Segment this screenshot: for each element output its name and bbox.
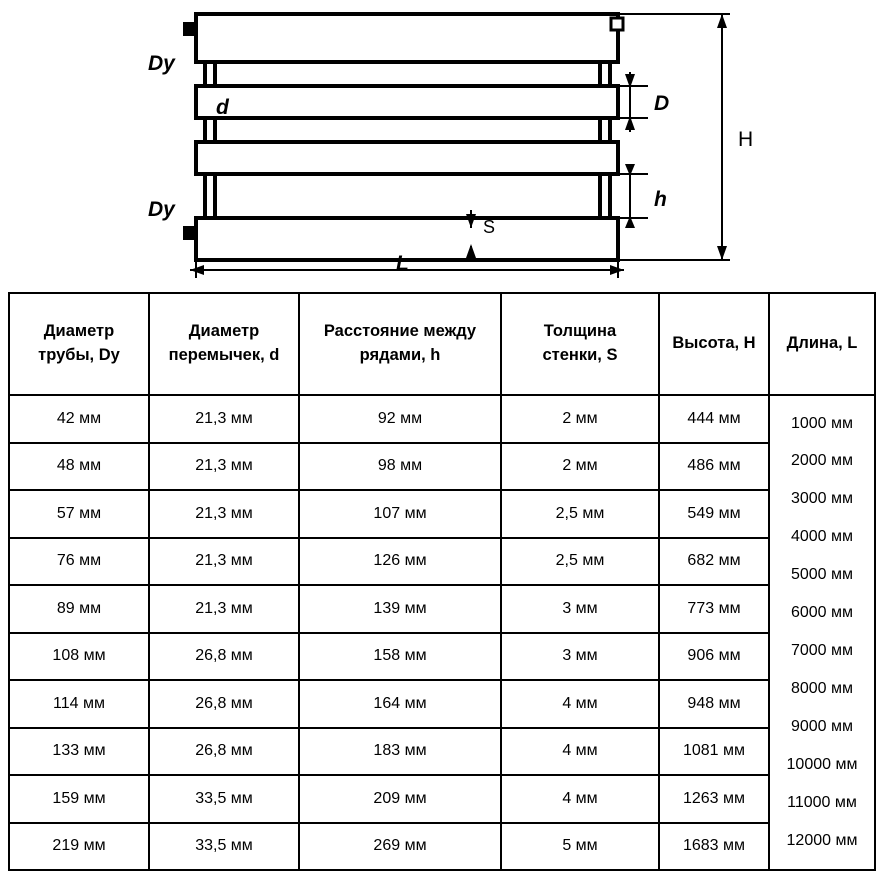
header-row-spacing <box>299 293 501 395</box>
cell-height: 549 мм <box>659 490 769 538</box>
cell-pipe-diameter: 42 мм <box>9 395 149 443</box>
dimension-D <box>618 72 648 132</box>
length-item: 4000 мм <box>790 528 854 546</box>
header-line: стенки, S <box>542 346 618 364</box>
header-line: Длина, L <box>786 334 858 353</box>
cell-jumper-diameter: 21,3 мм <box>149 538 299 586</box>
length-item: 3000 мм <box>790 490 854 508</box>
header-length <box>769 293 875 395</box>
cell-wall-thickness: 2 мм <box>501 395 659 443</box>
table-row <box>9 633 875 681</box>
length-item: 10000 мм <box>786 755 858 773</box>
length-list <box>772 405 872 860</box>
length-item: 12000 мм <box>786 831 858 849</box>
table-row <box>9 538 875 586</box>
cell-pipe-diameter: 219 мм <box>9 823 149 871</box>
cell-height: 1081 мм <box>659 728 769 776</box>
header-line: Высота, H <box>672 334 756 353</box>
pipe-row-3 <box>196 142 618 174</box>
cell-pipe-diameter: 57 мм <box>9 490 149 538</box>
header-line: перемычек, d <box>168 346 280 364</box>
cell-row-spacing: 107 мм <box>299 490 501 538</box>
table-row <box>9 728 875 776</box>
cell-wall-thickness: 2,5 мм <box>501 538 659 586</box>
cell-wall-thickness: 4 мм <box>501 728 659 776</box>
header-wall-thickness <box>501 293 659 395</box>
header-pipe-diameter <box>9 293 149 395</box>
header-height <box>659 293 769 395</box>
cell-row-spacing: 164 мм <box>299 680 501 728</box>
cell-height: 773 мм <box>659 585 769 633</box>
cell-jumper-diameter: 21,3 мм <box>149 443 299 491</box>
cell-row-spacing: 126 мм <box>299 538 501 586</box>
cell-jumper-diameter: 33,5 мм <box>149 775 299 823</box>
cell-pipe-diameter: 108 мм <box>9 633 149 681</box>
cell-height: 948 мм <box>659 680 769 728</box>
cell-height: 906 мм <box>659 633 769 681</box>
cell-pipe-diameter: 133 мм <box>9 728 149 776</box>
cell-jumper-diameter: 33,5 мм <box>149 823 299 871</box>
table-row <box>9 395 875 443</box>
header-line: рядами, h <box>359 346 441 364</box>
table-row <box>9 443 875 491</box>
dimension-H <box>618 14 730 260</box>
spec-table-container <box>8 292 874 871</box>
cell-height: 486 мм <box>659 443 769 491</box>
cell-jumper-diameter: 21,3 мм <box>149 490 299 538</box>
cell-pipe-diameter: 159 мм <box>9 775 149 823</box>
label-dy-bottom: Dy <box>148 198 175 221</box>
header-line: трубы, Dy <box>38 346 120 364</box>
cell-wall-thickness: 5 мм <box>501 823 659 871</box>
header-line: Расстояние между <box>323 322 477 341</box>
cell-jumper-diameter: 26,8 мм <box>149 680 299 728</box>
label-S: S <box>483 217 496 237</box>
dimension-h <box>618 164 648 228</box>
cell-row-spacing: 209 мм <box>299 775 501 823</box>
label-d: d <box>216 96 229 119</box>
length-item: 6000 мм <box>790 604 854 622</box>
cell-pipe-diameter: 76 мм <box>9 538 149 586</box>
label-D: D <box>654 92 670 115</box>
cell-wall-thickness: 2 мм <box>501 443 659 491</box>
table-row <box>9 775 875 823</box>
cell-wall-thickness: 4 мм <box>501 775 659 823</box>
pipe-row-2 <box>196 86 618 118</box>
cell-row-spacing: 269 мм <box>299 823 501 871</box>
cell-row-spacing: 139 мм <box>299 585 501 633</box>
table-header-row <box>9 293 875 395</box>
cell-row-spacing: 92 мм <box>299 395 501 443</box>
pipe-row-1 <box>183 14 623 62</box>
cell-pipe-diameter: 89 мм <box>9 585 149 633</box>
table-row <box>9 585 875 633</box>
cell-pipe-diameter: 48 мм <box>9 443 149 491</box>
cell-row-spacing: 98 мм <box>299 443 501 491</box>
cell-height: 444 мм <box>659 395 769 443</box>
cell-wall-thickness: 4 мм <box>501 680 659 728</box>
cell-wall-thickness: 3 мм <box>501 585 659 633</box>
table-row <box>9 823 875 871</box>
cell-jumper-diameter: 21,3 мм <box>149 585 299 633</box>
table-row <box>9 490 875 538</box>
header-jumper-diameter <box>149 293 299 395</box>
cell-height: 682 мм <box>659 538 769 586</box>
length-item: 7000 мм <box>790 641 854 659</box>
header-line: Толщина <box>543 322 617 341</box>
cell-row-spacing: 158 мм <box>299 633 501 681</box>
length-item: 8000 мм <box>790 679 854 697</box>
label-dy-top: Dy <box>148 52 175 75</box>
cell-row-spacing: 183 мм <box>299 728 501 776</box>
label-h: h <box>654 188 667 211</box>
length-item: 2000 мм <box>790 452 854 470</box>
length-item: 1000 мм <box>790 414 854 432</box>
label-L: L <box>396 252 409 275</box>
label-H: H <box>738 128 754 151</box>
cell-wall-thickness: 2,5 мм <box>501 490 659 538</box>
cell-wall-thickness: 3 мм <box>501 633 659 681</box>
header-line: Диаметр <box>188 322 260 341</box>
register-schematic-svg <box>0 0 882 290</box>
cell-length-list <box>769 395 875 870</box>
register-drawing <box>0 0 882 290</box>
length-item: 9000 мм <box>790 717 854 735</box>
header-line: Диаметр <box>43 322 115 341</box>
cell-height: 1683 мм <box>659 823 769 871</box>
cell-jumper-diameter: 21,3 мм <box>149 395 299 443</box>
table-row <box>9 680 875 728</box>
cell-height: 1263 мм <box>659 775 769 823</box>
length-item: 11000 мм <box>787 793 857 811</box>
cell-jumper-diameter: 26,8 мм <box>149 728 299 776</box>
cell-pipe-diameter: 114 мм <box>9 680 149 728</box>
spec-table <box>8 292 876 871</box>
length-item: 5000 мм <box>790 566 854 584</box>
cell-jumper-diameter: 26,8 мм <box>149 633 299 681</box>
